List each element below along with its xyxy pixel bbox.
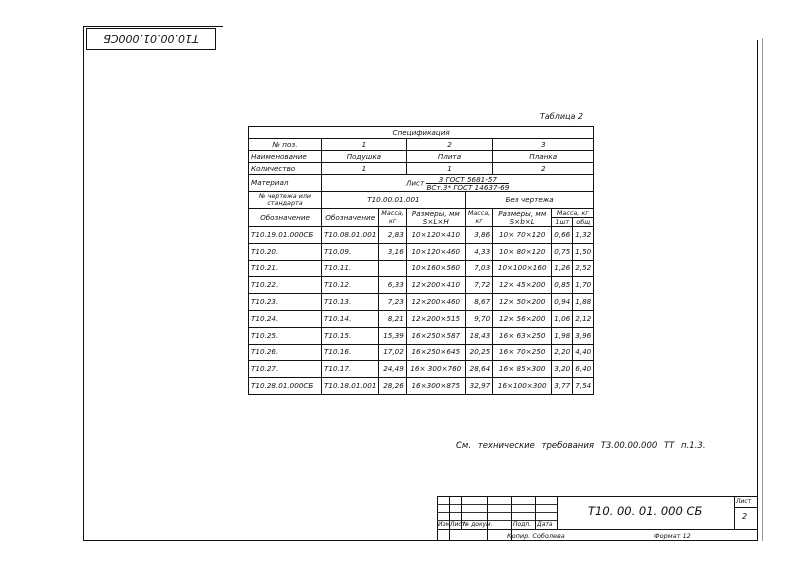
table-cell: 7,03 xyxy=(465,260,492,277)
spec-data-rows xyxy=(249,227,594,395)
table-row xyxy=(249,344,594,361)
table-cell: 15,39 xyxy=(379,327,406,344)
table-cell: 20,25 xyxy=(465,344,492,361)
table-cell: Т10.23. xyxy=(249,294,322,311)
row-label-material: Материал xyxy=(249,175,322,192)
table-cell: 16×300×875 xyxy=(406,378,465,395)
table-cell: 7,54 xyxy=(573,378,594,395)
pos-2: 2 xyxy=(406,139,492,151)
header-total: общ xyxy=(573,218,594,227)
copied-by: Копир. Соболева xyxy=(507,532,565,540)
table-cell: Т10.22. xyxy=(249,277,322,294)
table-cell: 2,12 xyxy=(573,310,594,327)
table-cell: Т10.15. xyxy=(322,327,379,344)
table-row xyxy=(249,361,594,378)
table-cell: 8,21 xyxy=(379,310,406,327)
table-cell: 0,75 xyxy=(552,243,573,260)
frame-left-line xyxy=(83,26,84,540)
table-cell: 4,40 xyxy=(573,344,594,361)
table-cell: 18,43 xyxy=(465,327,492,344)
table-cell xyxy=(379,260,406,277)
table-cell: 1,32 xyxy=(573,227,594,244)
table-cell: Т10.20. xyxy=(249,243,322,260)
table-cell: 9,70 xyxy=(465,310,492,327)
table-cell: 16× 70×250 xyxy=(493,344,552,361)
table-cell: Т10.08.01.001 xyxy=(322,227,379,244)
table-row xyxy=(249,294,594,311)
pos-3: 3 xyxy=(493,139,594,151)
frame-bottom-line xyxy=(83,540,757,541)
table-cell: 1,06 xyxy=(552,310,573,327)
table-row xyxy=(249,310,594,327)
table-number-label: Таблица 2 xyxy=(540,112,584,121)
table-cell: Т10.21. xyxy=(249,260,322,277)
table-cell: 12× 50×200 xyxy=(493,294,552,311)
table-cell: 6,40 xyxy=(573,361,594,378)
qty-1: 1 xyxy=(322,163,407,175)
drawing-1: Т10.00.01.001 xyxy=(322,192,466,209)
table-cell: 12× 56×200 xyxy=(493,310,552,327)
table-row xyxy=(249,327,594,344)
table-cell: Т10.28.01.000СБ xyxy=(249,378,322,395)
title-col-change: Изм xyxy=(438,521,451,528)
header-per-piece: 1шт xyxy=(552,218,573,227)
table-cell: Т10.27. xyxy=(249,361,322,378)
header-mass-3: Масса, кг xyxy=(552,209,594,218)
table-row xyxy=(249,227,594,244)
table-row xyxy=(249,277,594,294)
table-cell: 1,70 xyxy=(573,277,594,294)
table-cell: 16×100×300 xyxy=(493,378,552,395)
name-3: Планка xyxy=(493,151,594,163)
table-cell: 10×160×560 xyxy=(406,260,465,277)
table-cell: 0,66 xyxy=(552,227,573,244)
table-cell: 12× 45×200 xyxy=(493,277,552,294)
header-mass-1: Масса, кг xyxy=(379,209,406,227)
table-cell: 1,26 xyxy=(552,260,573,277)
table-cell: 10× 80×120 xyxy=(493,243,552,260)
table-cell: Т10.09. xyxy=(322,243,379,260)
table-cell: 1,98 xyxy=(552,327,573,344)
table-cell: 1,50 xyxy=(573,243,594,260)
table-cell: Т10.11. xyxy=(322,260,379,277)
table-cell: 16× 85×300 xyxy=(493,361,552,378)
table-cell: Т10.24. xyxy=(249,310,322,327)
qty-2: 1 xyxy=(406,163,492,175)
title-col-doc: № докум. xyxy=(463,521,493,528)
table-cell: 3,86 xyxy=(465,227,492,244)
table-cell: 10× 70×120 xyxy=(493,227,552,244)
table-cell: 16×250×587 xyxy=(406,327,465,344)
table-cell: 10×120×410 xyxy=(406,227,465,244)
drawing-2: Без чертежа xyxy=(465,192,593,209)
table-cell: 7,23 xyxy=(379,294,406,311)
pos-1: 1 xyxy=(322,139,407,151)
table-cell: 28,64 xyxy=(465,361,492,378)
table-cell: Т10.18.01.001 xyxy=(322,378,379,395)
table-cell: 28,26 xyxy=(379,378,406,395)
table-cell: 16×250×645 xyxy=(406,344,465,361)
technical-requirements-note: См. технические требования Т3.00.00.000 ТТ п.1.3. xyxy=(456,441,706,451)
name-1: Подушка xyxy=(322,151,407,163)
table-cell: 24,49 xyxy=(379,361,406,378)
frame-top-line xyxy=(83,26,223,27)
table-row xyxy=(249,243,594,260)
row-label-qty: Количество xyxy=(249,163,322,175)
table-cell: 6,33 xyxy=(379,277,406,294)
table-cell: 3,96 xyxy=(573,327,594,344)
row-label-name: Наименование xyxy=(249,151,322,163)
table-row xyxy=(249,378,594,395)
table-cell: 1,88 xyxy=(573,294,594,311)
name-2: Плита xyxy=(406,151,492,163)
sheet-label: Лист xyxy=(736,498,752,505)
table-cell: 16× 63×250 xyxy=(493,327,552,344)
table-cell: Т10.25. xyxy=(249,327,322,344)
frame-right-line xyxy=(757,40,758,541)
material-top: 3 ГОСТ 5681-57 xyxy=(426,176,509,184)
specification-table xyxy=(248,126,594,395)
table-cell: 2,20 xyxy=(552,344,573,361)
table-cell: 3,20 xyxy=(552,361,573,378)
table-cell: 3,77 xyxy=(552,378,573,395)
header-sizes-2: Размеры, мм S×b×L xyxy=(493,209,552,227)
table-cell: 10×120×460 xyxy=(406,243,465,260)
title-block xyxy=(437,496,757,540)
table-cell: Т10.12. xyxy=(322,277,379,294)
table-cell: 0,94 xyxy=(552,294,573,311)
table-cell: 12×200×460 xyxy=(406,294,465,311)
title-document-code: Т10. 00. 01. 000 СБ xyxy=(588,504,703,518)
table-cell: Т10.13. xyxy=(322,294,379,311)
table-cell: 3,16 xyxy=(379,243,406,260)
document-code-stamp: Т10.00.01.000СБ xyxy=(86,28,216,50)
header-sizes-1: Размеры, мм S×L×H xyxy=(406,209,465,227)
table-cell: 16× 300×760 xyxy=(406,361,465,378)
table-cell: 0,85 xyxy=(552,277,573,294)
table-cell: Т10.14. xyxy=(322,310,379,327)
table-cell: Т10.26. xyxy=(249,344,322,361)
spec-title: Спецификация xyxy=(249,127,594,139)
material-prefix: Лист xyxy=(405,178,425,187)
table-cell: 2,83 xyxy=(379,227,406,244)
table-row xyxy=(249,260,594,277)
table-cell: Т10.19.01.000СБ xyxy=(249,227,322,244)
title-col-date: Дата xyxy=(537,521,553,528)
table-cell: 10×100×160 xyxy=(493,260,552,277)
table-cell: 8,67 xyxy=(465,294,492,311)
material-value xyxy=(322,175,594,192)
table-cell: 4,33 xyxy=(465,243,492,260)
table-cell: Т10.17. xyxy=(322,361,379,378)
table-cell: 12×200×410 xyxy=(406,277,465,294)
material-bottom: ВСт.3* ГОСТ 14637-69 xyxy=(426,182,510,192)
frame-right-line-outer xyxy=(762,38,763,541)
table-cell: 7,72 xyxy=(465,277,492,294)
table-cell: 12×200×515 xyxy=(406,310,465,327)
header-designation-2: Обозначение xyxy=(322,209,379,227)
qty-3: 2 xyxy=(493,163,594,175)
row-label-drawing: № чертежа или стандарта xyxy=(249,192,322,209)
row-label-pos: № поз. xyxy=(249,139,322,151)
paper-format: Формат 12 xyxy=(654,532,691,540)
title-col-sign: Подп. xyxy=(513,521,532,528)
header-designation: Обозначение xyxy=(249,209,322,227)
sheet-number: 2 xyxy=(742,512,748,521)
table-cell: 32,97 xyxy=(465,378,492,395)
title-col-sheet: Лист xyxy=(450,521,466,528)
table-cell: 2,52 xyxy=(573,260,594,277)
table-cell: Т10.16. xyxy=(322,344,379,361)
table-cell: 17,02 xyxy=(379,344,406,361)
header-mass-2: Масса, кг xyxy=(465,209,492,227)
